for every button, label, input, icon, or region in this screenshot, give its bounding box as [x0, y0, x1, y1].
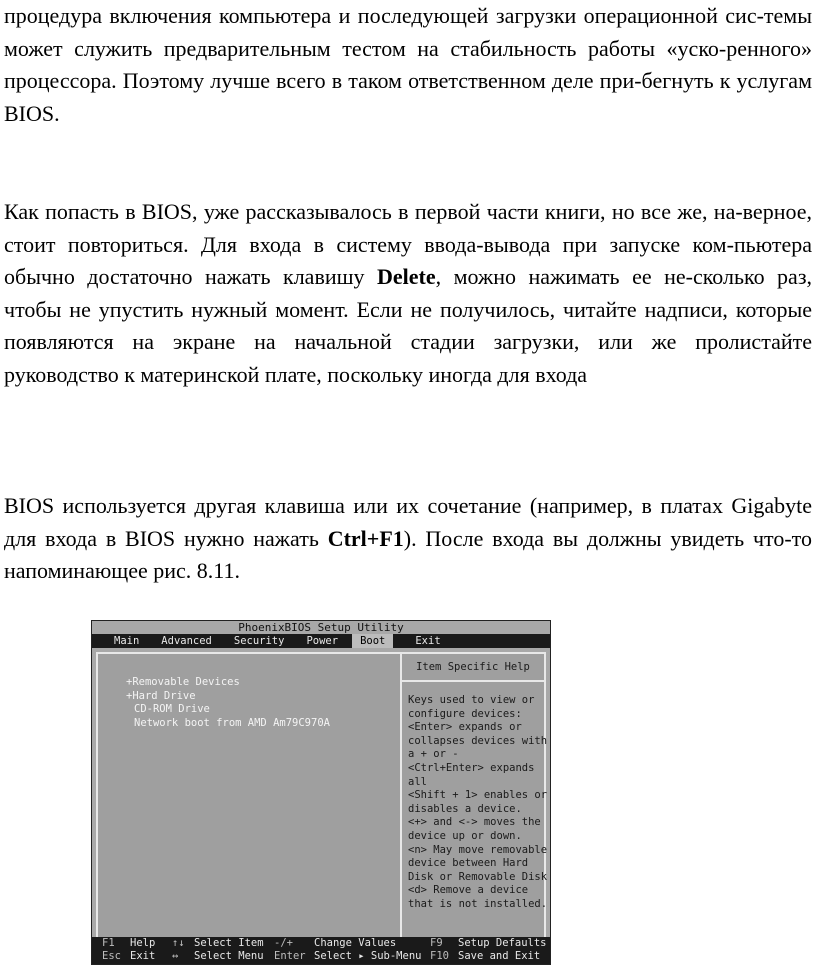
help-line: that is not installed.	[408, 897, 548, 910]
key-ctrl-f1: Ctrl+F1	[327, 525, 404, 551]
key-delete: Delete	[377, 264, 436, 289]
bios-menu-exit: Exit	[415, 635, 441, 647]
key-f9: F9	[430, 937, 443, 949]
key-updown: ↑↓	[172, 937, 185, 949]
bios-menu-power: Power	[306, 635, 339, 647]
bios-boot-panel	[96, 652, 546, 944]
help-line: <+> and <-> moves the	[408, 816, 541, 829]
key-f10: F10	[430, 950, 449, 962]
key-esc: Esc	[102, 950, 121, 962]
key-legend-row-1	[92, 937, 550, 950]
help-line: <d> Remove a device	[408, 884, 529, 897]
key-f10-label: Save and Exit	[458, 950, 541, 962]
boot-item-cdrom: CD-ROM Drive	[134, 703, 210, 715]
paragraph-2-text-a: Как попасть в BIOS, уже рассказывалось в первой части книги, но все же, на-верное, стоит повториться. Для входа в систему ввода-вывода при запуске ком-пьютера обычно достаточно нажать клавишу	[4, 199, 812, 289]
paragraph-3-text-a: BIOS используется другая клавиша или их сочетание (например, в платах Gigabyte для входа в BIOS нужно нажать	[4, 493, 812, 551]
help-line: device up or down.	[408, 829, 522, 842]
key-leftright: ↔	[172, 950, 179, 962]
key-f1-label: Help	[130, 937, 156, 949]
key-f1: F1	[102, 937, 115, 949]
key-enter-label: Select ▸ Sub-Menu	[314, 950, 422, 962]
bios-key-legend	[92, 937, 550, 964]
help-line: collapses devices with	[408, 734, 548, 747]
key-leftright-label: Select Menu	[194, 950, 264, 962]
key-minus-plus-label: Change Values	[314, 937, 397, 949]
key-f9-label: Setup Defaults	[458, 937, 547, 949]
help-line: all	[408, 775, 427, 788]
help-line: <n> May move removable	[408, 843, 548, 856]
bios-menu-main: Main	[114, 635, 140, 647]
paragraph-3	[4, 490, 812, 588]
bios-title: PhoenixBIOS Setup Utility	[92, 621, 550, 634]
help-line: <Enter> expands or	[408, 721, 522, 734]
help-text	[402, 682, 548, 912]
key-enter: Enter	[274, 950, 306, 962]
help-line: disables a device.	[408, 802, 522, 815]
key-legend-row-2	[92, 950, 550, 963]
key-updown-label: Select Item	[194, 937, 264, 949]
paragraph-1: процедура включения компьютера и последующей загрузки операционной сис-темы может служить предварительным тестом на стабильность работы «уско-ренного» процессора. Поэтому лучше всего в таком ответственном деле при-бегнуть к услугам BIOS.	[4, 3, 812, 126]
bios-menu-bar	[92, 634, 550, 648]
help-line: a + or -	[408, 748, 459, 761]
item-help-panel	[400, 654, 548, 942]
bios-menu-boot: Boot	[352, 634, 393, 648]
boot-item-network: Network boot from AMD Am79C970A	[134, 716, 330, 729]
boot-item-hard-drive: +Hard Drive	[126, 689, 196, 702]
boot-order-list	[98, 654, 398, 942]
key-minus-plus: -/+	[274, 937, 293, 949]
bios-menu-advanced: Advanced	[161, 635, 212, 647]
paragraph-2-text-b: , можно нажимать ее не-сколько раз, чтобы не упустить нужный момент. Если не получилось, читайте надписи, которые появляются на экране на начальной стадии загрузки, или же пролистайте руководство к материнской плате, поскольку иногда для входа	[4, 264, 813, 387]
help-line: Keys used to view or	[408, 694, 535, 706]
key-esc-label: Exit	[130, 950, 156, 962]
help-line: device between Hard	[408, 857, 529, 870]
help-line: <Shift + 1> enables or	[408, 789, 548, 802]
boot-item-removable: +Removable Devices	[126, 676, 240, 688]
help-line: Disk or Removable Disk	[408, 870, 548, 883]
bios-menu-security: Security	[233, 635, 285, 647]
paragraph-2	[4, 196, 812, 391]
bios-screenshot-figure	[91, 620, 551, 965]
help-line: configure devices:	[408, 707, 522, 720]
help-line: <Ctrl+Enter> expands	[408, 761, 535, 774]
help-title: Item Specific Help	[402, 654, 544, 682]
paragraph-3-text-b: ). После входа вы должны увидеть что-то напоминающее рис. 8.11.	[4, 525, 812, 583]
